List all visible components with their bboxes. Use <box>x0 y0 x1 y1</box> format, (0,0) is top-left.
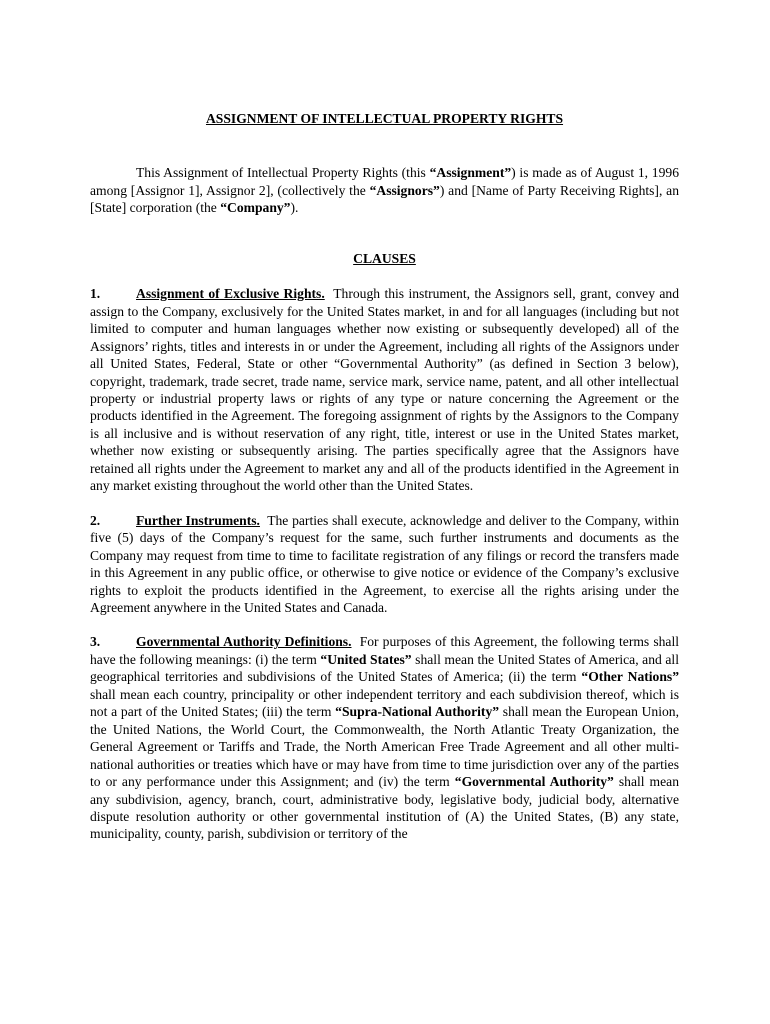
clause-3 <box>90 633 679 842</box>
document-title: ASSIGNMENT OF INTELLECTUAL PROPERTY RIGHTS <box>205 111 564 126</box>
defined-term-governmental-authority: “Governmental Authority” <box>454 774 614 790</box>
defined-term-other-nations: “Other Nations” <box>581 669 679 685</box>
clause-text: shall mean each country, principality or other independent territory and each subdivision thereof, which is not a part of the United States; (iii) the term <box>90 686 679 720</box>
intro-text: ) is made as of August 1, 1996 among [Assignor 1], Assignor 2], (collectively the <box>90 165 679 198</box>
clause-text: shall mean the United States of America, and all geographical territories and subdivisions of the United States of America; (ii) the term <box>90 651 679 685</box>
clause-number: 3. <box>90 634 101 650</box>
clauses-heading: CLAUSES <box>353 250 416 266</box>
clause-heading: Assignment of Exclusive Rights. <box>136 286 325 302</box>
defined-term-supra-national-authority: “Supra-National Authority” <box>335 704 500 720</box>
clause-text: shall mean any subdivision, agency, branch, court, administrative body, legislative body, judicial body, alternative dispute resolution authority or other governmental institution of (A) the United States, (B) any state, municipality, county, parish, subdivision or territory of the <box>90 774 679 842</box>
document-body <box>90 110 679 843</box>
defined-term-company: “Company” <box>220 200 291 216</box>
intro-paragraph <box>90 164 679 216</box>
defined-term-assignment: “Assignment” <box>429 165 512 181</box>
intro-text: This Assignment of Intellectual Property Rights (this <box>136 165 430 181</box>
intro-text: ) and [Name of Party Receiving Rights], an [State] corporation (the <box>90 182 679 216</box>
intro-text: ). <box>290 200 299 216</box>
clause-2 <box>90 512 679 617</box>
defined-term-assignors: “Assignors” <box>369 182 440 198</box>
defined-term-united-states: “United States” <box>320 651 412 667</box>
clause-text: Through this instrument, the Assignors sell, grant, convey and assign to the Company, exclusively for the United States market, in and for all languages (including but not limited to computer and human languages whether now existing or subsequently developed) all of the Assignors’ rights, titles and interests in or under the Agreement, including all rights of the Assignors under all United States, Federal, State or other “Governmental Authority” (as defined in Section 3 below), copyright, trademark, trade secret, trade name, service mark, service name, patent, and all other intellectual property or industrial property laws or rights of any type or nature concerning the Agreement or the products identified in the Agreement. The foregoing assignment of rights by the Assignors to the Company is all inclusive and is without reservation of any right, title, interest or use in the United States market, whether now existing or subsequently arising. The parties specifically agree that the Assignors have retained all rights under the Agreement to market any and all of the products identified in the Agreement in any market existing throughout the world other than the United States. <box>90 286 679 494</box>
clause-heading: Governmental Authority Definitions. <box>136 634 352 650</box>
clause-text: The parties shall execute, acknowledge and deliver to the Company, within five (5) days of the Company’s request for the same, such further instruments and documents as the Company may request from time to time to facilitate registration of any filings or record the transfers made in this Agreement in any public office, or otherwise to give notice or evidence of the Company’s exclusive rights to exploit the products identified in the Agreement, to exercise all the rights arising under the Agreement anywhere in the United States and Canada. <box>90 512 679 615</box>
clause-number: 1. <box>90 286 101 302</box>
clause-number: 2. <box>90 512 101 528</box>
clause-text: shall mean the European Union, the United Nations, the World Court, the Commonwealth, the North Atlantic Treaty Organization, the General Agreement or Tariffs and Trade, the North American Free Trade Agreement and all other multi-national authorities or treaties which have or may have from time to time jurisdiction over any of the parties to or any performance under this Assignment; and (iv) the term <box>90 704 679 790</box>
clause-heading: Further Instruments. <box>136 512 260 528</box>
clause-1 <box>90 285 679 494</box>
clause-text: For purposes of this Agreement, the following terms shall have the following meanings: (i) the term <box>90 634 679 667</box>
